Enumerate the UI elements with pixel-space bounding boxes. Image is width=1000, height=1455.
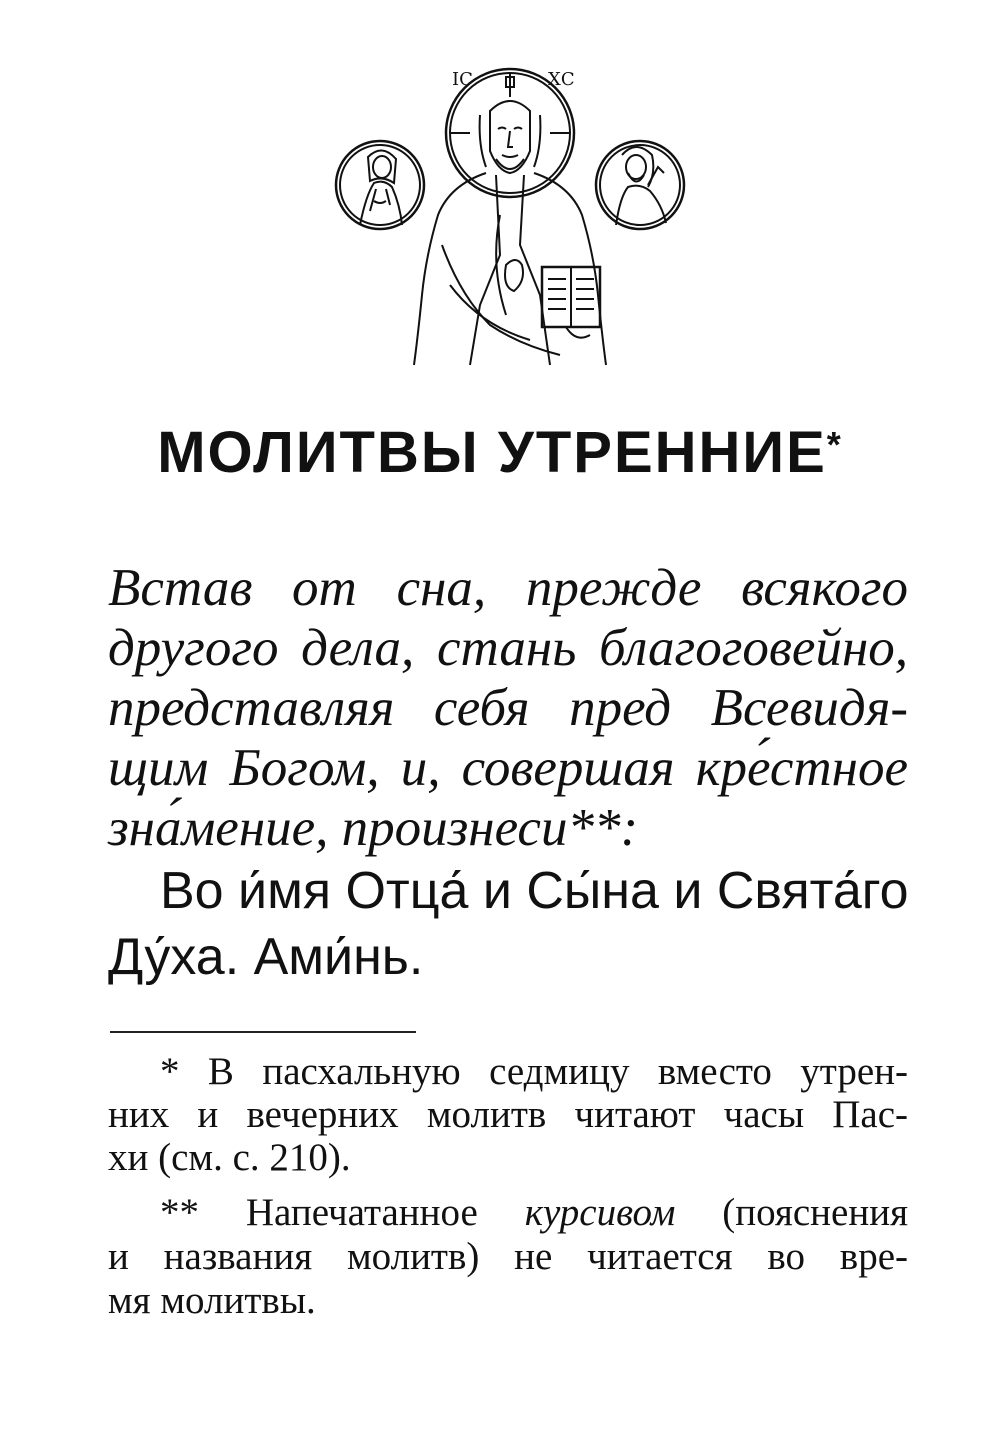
rubric-line-4: щим Богом, и, совершая кре́стное	[108, 739, 908, 797]
rubric-line-5: зна́мение, произнеси**:	[108, 799, 639, 857]
footnote-2-line-1	[160, 1191, 908, 1234]
footnote-2-line-3: мя молитвы.	[108, 1279, 316, 1322]
footnote-2-italic-word: курсивом	[524, 1191, 676, 1234]
prayer-line-1: Во и́мя Отца́ и Сы́на и Свята́го	[160, 862, 909, 920]
footnote-2-text-before: ** Напечатанное	[160, 1191, 478, 1234]
page-title-text: МОЛИТВЫ УТРЕННИЕ	[157, 420, 827, 485]
page-title	[0, 418, 1000, 488]
christ-pantocrator-deesis-icon	[330, 55, 690, 370]
john-baptist-medallion-icon	[596, 141, 684, 229]
footnote-1-line-3: хи (см. с. 210).	[108, 1136, 351, 1179]
title-footnote-mark: *	[826, 424, 843, 465]
prayer-line-2: Ду́ха. Ами́нь.	[108, 928, 424, 986]
rubric-line-3: представляя себя пред Всевидя-	[108, 679, 908, 737]
footnote-1-line-2: них и вечерних молитв читают часы Пас-	[108, 1093, 908, 1136]
footnote-divider	[110, 1031, 416, 1033]
rubric-line-2: другого дела, стань благоговейно,	[108, 619, 908, 677]
footnote-1-line-1: * В пасхальную седмицу вместо утрен-	[160, 1050, 908, 1093]
footnote-2-text-after: (пояснения	[722, 1191, 909, 1234]
footnote-2-line-2: и названия молитв) не читается во вре-	[108, 1235, 908, 1278]
christ-figure-icon	[414, 69, 606, 365]
rubric-line-1: Встав от сна, прежде всякого	[108, 559, 908, 617]
icon-label-left: ІС	[452, 69, 473, 90]
icon-label-right: ХС	[548, 69, 575, 90]
theotokos-medallion-icon	[336, 141, 424, 229]
